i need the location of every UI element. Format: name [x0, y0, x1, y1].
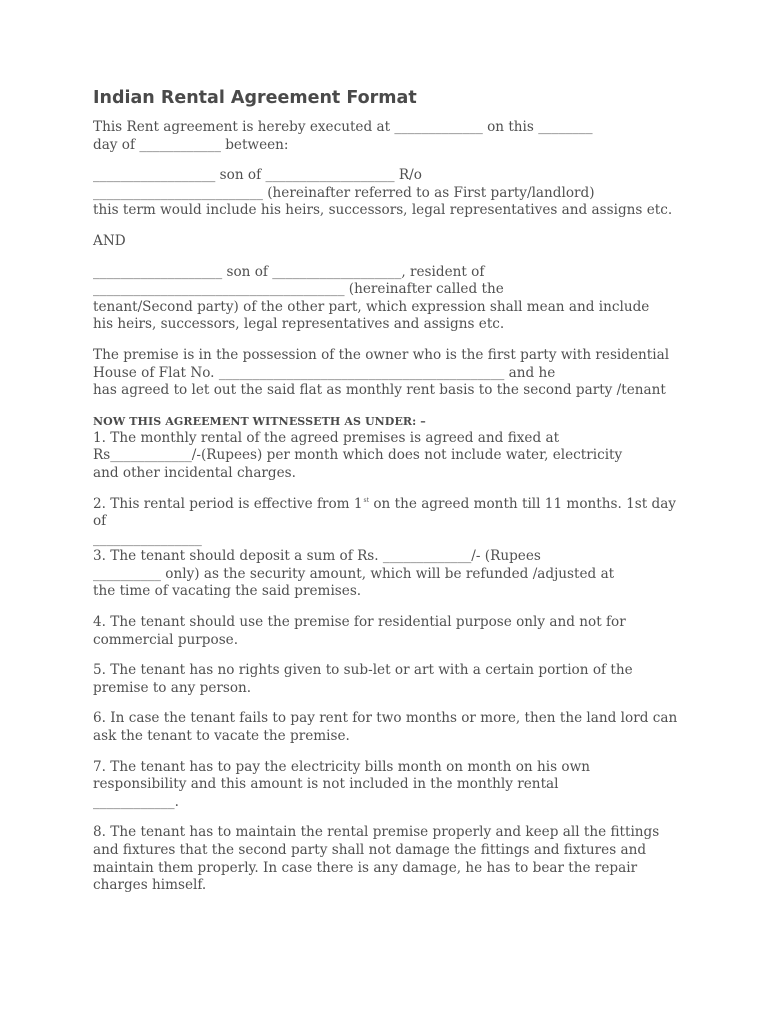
premise-paragraph: The premise is in the possession of the owner who is the first party with residential House of Flat No. __________________________________________ and he has agreed to let out the said flat as monthly rent basis to the second party /tenant: [93, 346, 670, 399]
clause-2: [93, 496, 693, 549]
clause-7: 7. The tenant has to pay the electricity bills month on month on his own responsibility and this amount is not included in the monthly rental ____________.: [93, 758, 590, 810]
document-title: Indian Rental Agreement Format: [93, 88, 417, 108]
clause-8: 8. The tenant has to maintain the rental premise properly and keep all the fittings and fixtures that the second party shall not damage the fittings and fixtures and maintain them properly. In case there is any damage, he has to bear the repair charges himself.: [93, 824, 660, 894]
second-party-paragraph: ___________________ son of ___________________, resident of _____________________________________ (hereinafter called the tenant/Second party) of the other part, which expression shall mean and include his heirs, successors, legal representatives and assigns etc.: [93, 263, 650, 333]
rental-agreement-document: [93, 86, 693, 908]
clause-2-text-end: on the agreed month till 11 months. 1st day of ________________: [93, 495, 676, 547]
clause-2-ordinal-suffix: st: [363, 496, 370, 504]
and-separator: AND: [93, 232, 126, 249]
witness-heading: NOW THIS AGREEMENT WITNESSETH AS UNDER: –: [93, 414, 426, 428]
intro-paragraph: This Rent agreement is hereby executed at _____________ on this ________ day of ____________ between:: [93, 119, 593, 153]
clause-6: 6. In case the tenant fails to pay rent for two months or more, then the land lord can ask the tenant to vacate the premise.: [93, 710, 678, 745]
clause-3: 3. The tenant should deposit a sum of Rs. _____________/- (Rupees __________ only) as the security amount, which will be refunded /adjusted at the time of vacating the said premises.: [93, 548, 615, 600]
clause-5: 5. The tenant has no rights given to sub-let or art with a certain portion of the premise to any person.: [93, 662, 633, 696]
clause-1: 1. The monthly rental of the agreed premises is agreed and fixed at Rs____________/-(Rupees) per month which does not include water, electricity and other incidental charges.: [93, 429, 623, 481]
clause-2-text-start: 2. This rental period is effective from 1: [93, 495, 363, 512]
first-party-paragraph: __________________ son of ___________________ R/o _________________________ (hereinafter referred to as First party/landlord) this term would include his heirs, successors, legal representatives and assigns etc.: [93, 167, 673, 219]
clause-4: 4. The tenant should use the premise for residential purpose only and not for commercial purpose.: [93, 614, 626, 648]
